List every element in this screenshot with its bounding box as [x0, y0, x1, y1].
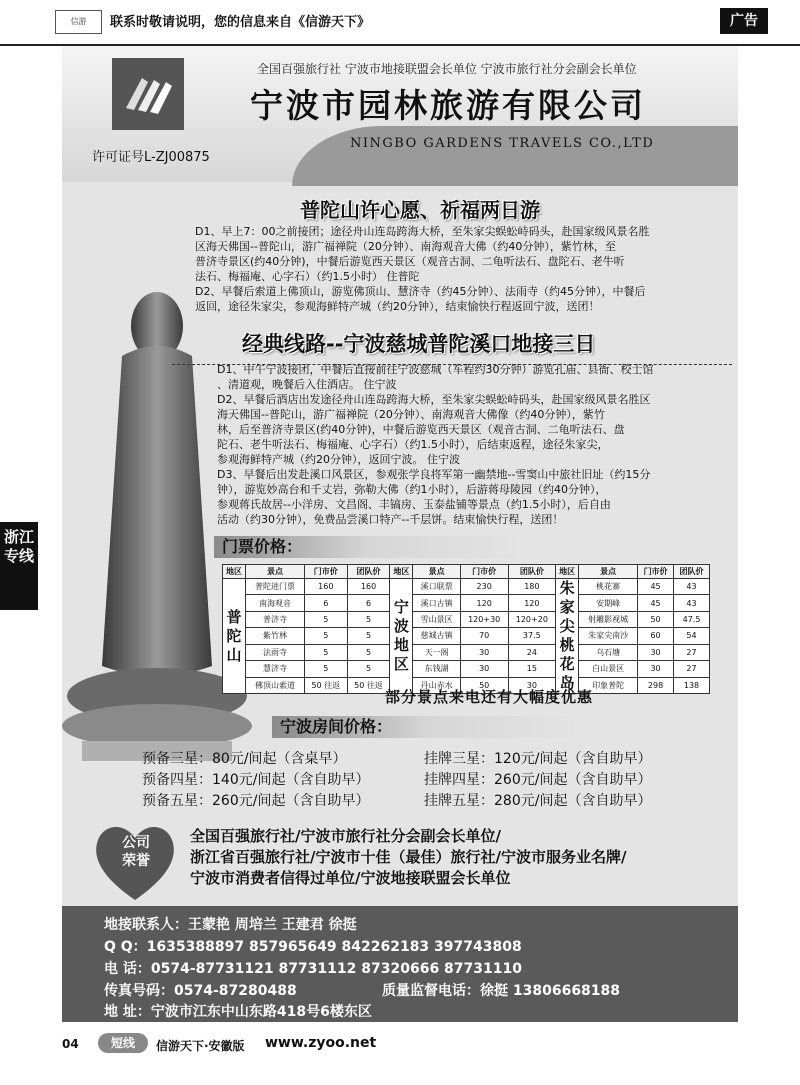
table-cell: 法雨寺 [246, 644, 305, 660]
table-cell: 30 [508, 677, 556, 693]
hotel-price: 预备五星：260元/间起（含自助早） [142, 793, 370, 809]
table-cell: 60 [638, 628, 674, 644]
table-cell: 45 [638, 595, 674, 611]
table-cell: 朱家尖南沙 [579, 628, 638, 644]
table-cell: 24 [508, 644, 556, 660]
top-bar [0, 0, 800, 46]
table-cell: 27 [674, 644, 710, 660]
company-logo-icon [112, 58, 184, 130]
side-tab-zhejiang: 浙江专线 [0, 522, 38, 610]
table-cell: 安期峰 [579, 595, 638, 611]
table-cell: 160 [304, 579, 347, 595]
table-cell: 雪山景区 [413, 611, 460, 627]
region-cell: 朱家尖桃花岛 [556, 579, 579, 694]
itinerary-line: 海天佛国--普陀山，游广福禅院（20分钟）、南海观音大佛像（约40分钟），紫竹 [217, 408, 605, 421]
table-cell: 紫竹林 [246, 628, 305, 644]
table-cell: 6 [347, 595, 390, 611]
magazine-logo: 信游 [55, 10, 102, 34]
table-cell: 5 [347, 628, 390, 644]
table-cell: 50 往返 [347, 677, 390, 693]
table-cell: 5 [347, 644, 390, 660]
table-header: 门市价 [304, 565, 347, 579]
table-cell: 160 [347, 579, 390, 595]
table-header: 团队价 [508, 565, 556, 579]
hotel-price: 挂牌三星：120元/间起（含自助早） [424, 751, 652, 767]
table-cell: 15 [508, 661, 556, 677]
tour1-itinerary [195, 224, 735, 314]
itinerary-line: 活动（约30分钟），免费品尝溪口特产--千层饼。结束愉快行程，送团！ [217, 513, 564, 526]
company-name: 宁波市园林旅游有限公司 [250, 86, 646, 125]
table-row [223, 579, 710, 595]
table-header: 团队价 [347, 565, 390, 579]
table-cell: 5 [347, 611, 390, 627]
table-cell: 120+20 [508, 611, 556, 627]
tour2-itinerary [217, 362, 735, 527]
itinerary-line: 返回，途径朱家尖，参观海鲜特产城（约20分钟），结束愉快行程返回宁波，送团！ [195, 300, 600, 313]
table-cell: 50 [460, 677, 508, 693]
contact-phone: 电 话：0574-87731121 87731112 87320666 87731110 [104, 961, 522, 977]
table-cell: 射雕影视城 [579, 611, 638, 627]
license-number: 许可证号L-ZJ00875 [92, 150, 210, 165]
table-cell: 东钱湖 [413, 661, 460, 677]
table-cell: 298 [638, 677, 674, 693]
hotel-price: 预备四星：140元/间起（含自助早） [142, 772, 370, 788]
table-header: 门市价 [460, 565, 508, 579]
honor-line: 浙江省百强旅行社/宁波市十佳（最佳）旅行社/宁波市服务业名牌/ [190, 848, 627, 866]
table-cell: 180 [508, 579, 556, 595]
itinerary-line: 林，后至普济寺景区(约40分钟)，中餐后游览西天景区（观音古洞、二龟听法石、盘 [217, 423, 625, 436]
table-cell: 120+30 [460, 611, 508, 627]
header-swoosh [292, 126, 738, 186]
table-cell: 南海观音 [246, 595, 305, 611]
company-header [62, 46, 738, 182]
company-name-en: NINGBO GARDENS TRAVELS CO.,LTD [350, 136, 655, 151]
section-badge: 短线 [98, 1033, 148, 1053]
table-cell: 43 [674, 579, 710, 595]
page-number: 04 [62, 1037, 79, 1051]
contact-supervision: 质量监督电话：徐挺 13806668188 [382, 983, 621, 999]
table-cell: 30 [638, 661, 674, 677]
magazine-name: 信游天下·安徽版 [156, 1039, 245, 1053]
region-cell: 普陀山 [223, 579, 246, 694]
table-cell: 普济寺 [246, 611, 305, 627]
table-header: 地区 [390, 565, 413, 579]
itinerary-line: 陀石、老牛听法石、梅福庵、心字石）（约1.5小时），后结束返程，途径朱家尖， [217, 438, 609, 451]
contact-people: 地接联系人：王蒙艳 周培兰 王建君 徐挺 [104, 917, 357, 933]
table-cell: 50 [638, 611, 674, 627]
table-row [223, 611, 710, 627]
table-cell: 230 [460, 579, 508, 595]
table-cell: 30 [460, 661, 508, 677]
table-row [223, 661, 710, 677]
itinerary-line: D3、早餐后出发赴溪口风景区，参观张学良将军第一幽禁地--雪窦山中旅社旧址（约15分 [217, 468, 651, 481]
table-cell: 慧济寺 [246, 661, 305, 677]
table-header: 团队价 [674, 565, 710, 579]
table-cell: 120 [508, 595, 556, 611]
itinerary-line: D2、早餐后酒店出发途径舟山连岛跨海大桥，至朱家尖蜈蚣峙码头，赴国家级风景名胜区 [217, 393, 651, 406]
discount-note: 部分景点来电还有大幅度优惠 [385, 688, 594, 706]
table-row [223, 628, 710, 644]
table-cell: 50 往返 [304, 677, 347, 693]
table-cell: 溪口古镇 [413, 595, 460, 611]
ad-panel [62, 46, 738, 1022]
table-cell: 白山景区 [579, 661, 638, 677]
website-link[interactable]: www.zyoo.net [265, 1035, 377, 1051]
itinerary-line: 区海天佛国--普陀山，游广福禅院（20分钟）、南海观音大佛（约40分钟），紫竹林，至 [195, 240, 616, 253]
table-cell: 54 [674, 628, 710, 644]
itinerary-line: D2、早餐后索道上佛顶山，游览佛顶山、慧济寺（约45分钟）、法雨寺（约45分钟），中餐后 [195, 285, 646, 298]
table-header: 地区 [223, 565, 246, 579]
table-cell: 45 [638, 579, 674, 595]
tour2-title: 经典线路--宁波慈城普陀溪口地接三日 [242, 332, 596, 356]
honor-list [190, 826, 626, 889]
itinerary-line: 参观海鲜特产城（约20分钟），返回宁波。 住宁波 [217, 453, 460, 466]
table-cell: 5 [347, 661, 390, 677]
contact-fax: 传真号码：0574-87280488 [104, 983, 297, 999]
table-cell: 43 [674, 595, 710, 611]
table-cell: 37.5 [508, 628, 556, 644]
table-cell: 慈城古镇 [413, 628, 460, 644]
ticket-price-table [222, 564, 710, 694]
table-cell: 30 [460, 644, 508, 660]
table-cell: 70 [460, 628, 508, 644]
itinerary-line: 普济寺景区(约40分钟)，中餐后游览西天景区（观音古洞、二龟听法石、盘陀石、老牛听 [195, 255, 625, 268]
table-row [223, 644, 710, 660]
honor-line: 宁波市消费者信得过单位/宁波地接联盟会长单位 [190, 869, 511, 887]
table-row [223, 595, 710, 611]
table-cell: 乌石塘 [579, 644, 638, 660]
ticket-section-title: 门票价格： [214, 536, 522, 558]
itinerary-line: D1、早上7：00之前接团；途径舟山连岛跨海大桥，至朱家尖蜈蚣峙码头，赴国家级风景名胜 [195, 225, 650, 238]
table-cell: 丹山赤水 [413, 677, 460, 693]
table-header-row [223, 565, 710, 579]
hotel-price: 挂牌四星：260元/间起（含自助早） [424, 772, 652, 788]
page-footer [0, 1030, 800, 1060]
table-cell: 27 [674, 661, 710, 677]
table-header: 地区 [556, 565, 579, 579]
contact-qq: Q Q：1635388897 857965649 842262183 397743808 [104, 939, 522, 955]
slogan: 联系时敬请说明，您的信息来自《信游天下》 [110, 15, 371, 30]
table-cell: 30 [638, 644, 674, 660]
table-cell: 桃花寨 [579, 579, 638, 595]
membership-line: 全国百强旅行社 宁波市地接联盟会长单位 宁波市旅行社分会副会长单位 [257, 62, 637, 76]
honor-line: 全国百强旅行社/宁波市旅行社分会副会长单位/ [190, 827, 501, 845]
hotel-price: 预备三星：80元/间起（含桌早） [142, 751, 347, 767]
table-cell: 5 [304, 611, 347, 627]
itinerary-line: 法石、梅福庵、心字石）（约1.5小时） 住普陀 [195, 270, 420, 283]
ticket-table-body [223, 579, 710, 694]
table-cell: 138 [674, 677, 710, 693]
table-cell: 6 [304, 595, 347, 611]
table-header: 门市价 [638, 565, 674, 579]
table-header: 景点 [413, 565, 460, 579]
table-cell: 120 [460, 595, 508, 611]
table-cell: 47.5 [674, 611, 710, 627]
table-header: 景点 [579, 565, 638, 579]
table-header: 景点 [246, 565, 305, 579]
table-cell: 天一阁 [413, 644, 460, 660]
contact-block [62, 906, 738, 1022]
tour1-title: 普陀山许心愿、祈福两日游 [300, 198, 540, 222]
itinerary-line: D1、中午宁波接团，中餐后直接前往宁波慈城（车程约30分钟）游览孔庙、县衙、校士馆 [217, 363, 654, 376]
itinerary-line: 钟），游览妙高台和千丈岩，弥勒大佛（约1小时），后游蒋母陵园（约40分钟）， [217, 483, 607, 496]
itinerary-line: 参观蒋氏故居--小洋房、文昌阁、丰镐房、玉泰盐铺等景点（约1.5小时），后自由 [217, 498, 611, 511]
table-cell: 5 [304, 628, 347, 644]
region-cell: 宁波地区 [390, 579, 413, 694]
table-cell: 印象普陀 [579, 677, 638, 693]
ad-tag: 广告 [720, 8, 768, 34]
table-cell: 溪口联票 [413, 579, 460, 595]
contact-address: 地 址：宁波市江东中山东路418号6楼东区 [104, 1004, 372, 1020]
table-cell: 普陀进门票 [246, 579, 305, 595]
hotel-section-title: 宁波房间价格： [272, 716, 580, 738]
itinerary-line: 、清道观，晚餐后入住酒店。 住宁波 [217, 378, 397, 391]
table-cell: 5 [304, 644, 347, 660]
hotel-price: 挂牌五星：280元/间起（含自助早） [424, 793, 652, 809]
honor-label: 公司荣誉 [122, 835, 150, 869]
table-cell: 佛顶山索道 [246, 677, 305, 693]
table-cell: 5 [304, 661, 347, 677]
